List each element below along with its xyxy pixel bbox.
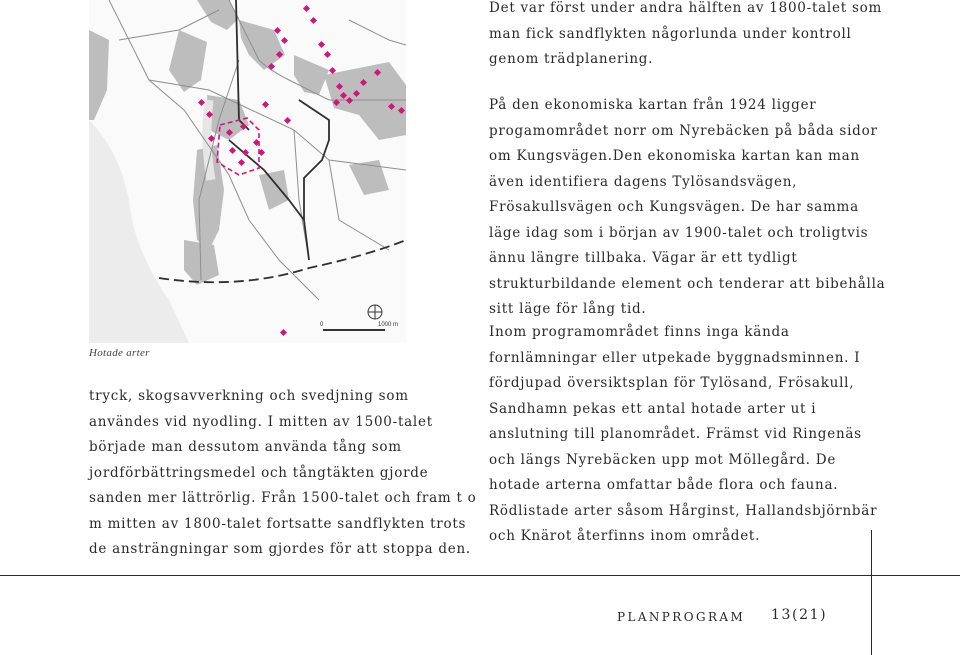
sea-area [89,120,189,343]
paragraph-economic-map-1924: På den ekonomiska kartan från 1924 ligger progamområdet norr om Nyrebäcken på båda sidor om Kungsvägen.Den ekonomiska kartan kan man även identifiera dagens Tylösandsvägen, Frösakullsvägen och Kungsvägen. De har samma läge idag som i början av 1900-talet och troligtvis ännu längre tillbaka. Vägar är ett tydligt strukturbildande element och tenderar att bibehålla sitt läge för lång tid. [489,97,886,317]
page-number: 13(21) [771,607,828,623]
map-caption: Hotade arter [89,347,150,359]
footer-document-title: PLANPROGRAM [617,610,746,624]
north-arrow-icon [368,305,382,319]
paragraph-heritage-species: Inom programområdet finns inga kända fornlämningar eller utpekade byggnadsminnen. I fördjupad översiktsplan för Tylösand, Frösakull, Sandhamn pekas ett antal hotade arter ut i anslutning till planområdet. Främst vid Ringenäs och längs Nyrebäcken upp mot Möllegård. De hotade arterna omfattar både flora och fauna. Rödlistade arter såsom Hårginst, Hallandsbjörnbär och Knärot återfinns inom området. [489,324,878,544]
paragraph-sand-drift-control: Det var först under andra hälften av 1800-talet som man fick sandflykten någorlunda under kontroll genom trädplanering. [489,0,883,67]
scale-start-label: 0 [320,322,324,328]
paragraph-sand-drift-history: tryck, skogsavverkning och svedjning som användes vid nyodling. I mitten av 1500-talet började man dessutom använda tång som jordförbättringsmedel och tångtäkten gjorde sanden mer lättrörlig. Från 1500-talet och fram t o m mitten av 1800-talet fortsatte sandflykten trots de ansträngningar som gjordes för att stoppa den. [89,388,477,557]
scale-end-label: 1000 m [378,322,399,328]
threatened-species-map [89,0,406,343]
scale-bar [320,322,398,330]
footer-vertical-divider [871,530,872,655]
footer-divider [0,575,960,576]
